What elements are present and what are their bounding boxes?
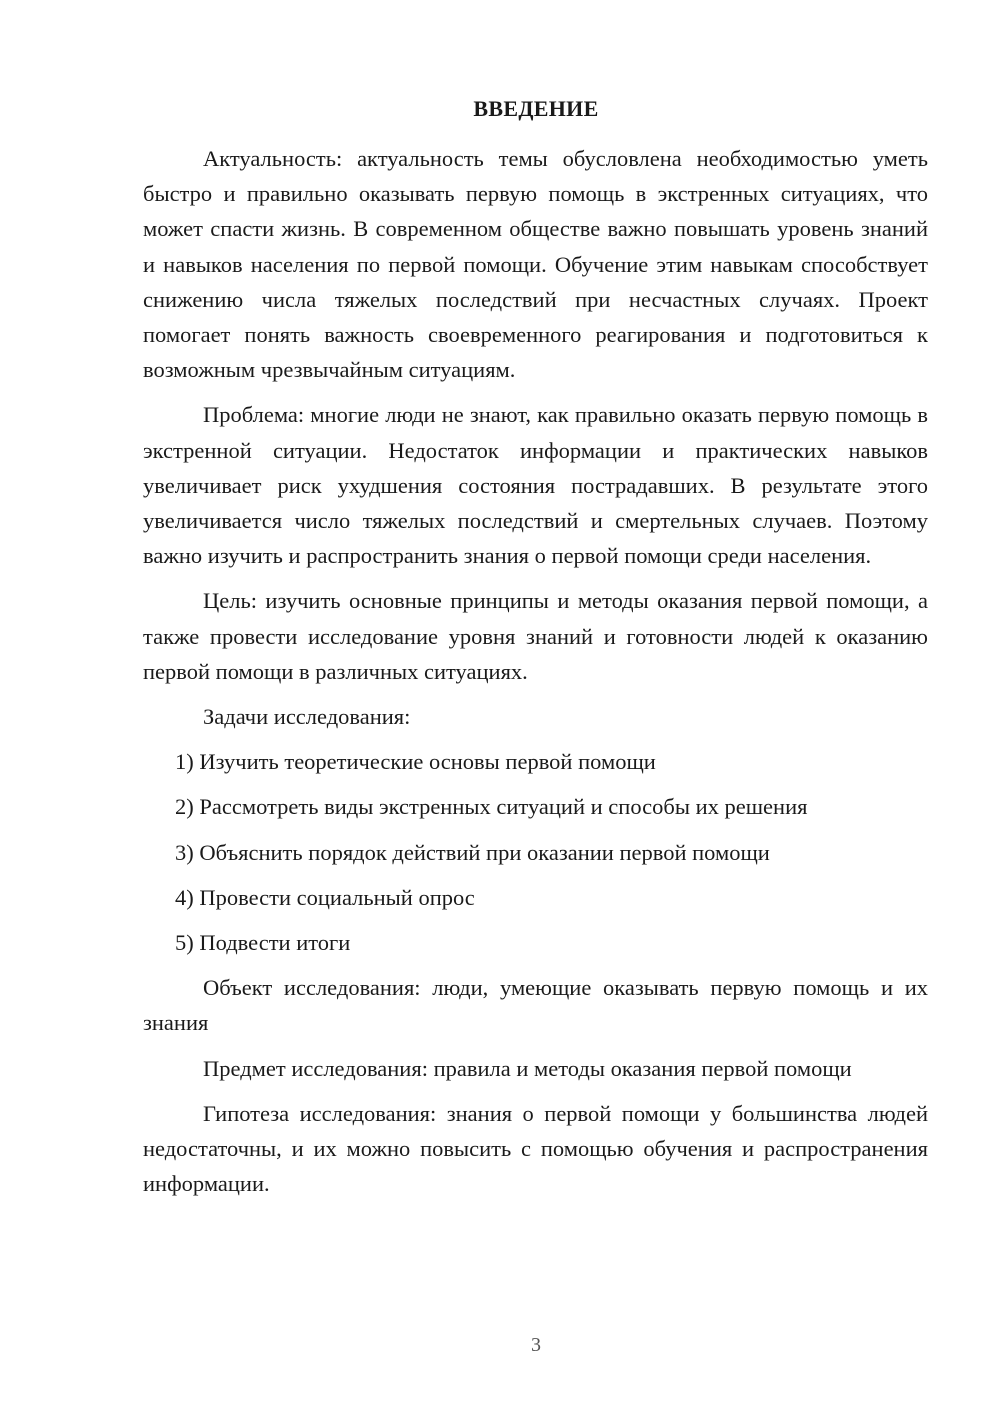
list-item: 1) Изучить теоретические основы первой помощи [175, 749, 656, 775]
list-item: 2) Рассмотреть виды экстренных ситуаций и способы их решения [175, 794, 808, 820]
tasks-list [143, 744, 928, 960]
tasks-intro: Задачи исследования: [203, 704, 411, 730]
hypothesis-paragraph: Гипотеза исследования: знания о первой помощи у большинства людей недостаточны, и их можно повысить с помощью обучения и распространения информации. [143, 1100, 928, 1197]
list-item: 4) Провести социальный опрос [175, 884, 475, 910]
goal-paragraph: Цель: изучить основные принципы и методы оказания первой помощи, а также провести исследование уровня знаний и готовности людей к оказанию первой помощи в различных ситуациях. [143, 588, 928, 684]
list-item: 5) Подвести итоги [175, 930, 351, 956]
relevance-paragraph: Актуальность: актуальность темы обусловлена необходимостью уметь быстро и правильно оказывать первую помощь в экстренных ситуациях, что может спасти жизнь. В современном обществе важно повышать уровень знаний и навыков населения по первой помощи. Обучение этим навыкам способствует снижению числа тяжелых последствий при несчастных случаях. Проект помогает понять важность своевременного реагирования и подготовиться к возможным чрезвычайным ситуациям. [143, 146, 928, 383]
list-item: 3) Объяснить порядок действий при оказании первой помощи [175, 839, 770, 865]
object-paragraph: Объект исследования: люди, умеющие оказывать первую помощь и их знания [143, 975, 928, 1036]
document-body [143, 141, 928, 1201]
page-title: ВВЕДЕНИЕ [473, 96, 599, 121]
subject-paragraph: Предмет исследования: правила и методы оказания первой помощи [203, 1055, 852, 1081]
problem-paragraph: Проблема: многие люди не знают, как правильно оказать первую помощь в экстренной ситуации. Недостаток информации и практических навыков увеличивает риск ухудшения состояния пострадавших. В результате этого увеличивается число тяжелых последствий и смертельных случаев. Поэтому важно изучить и распространить знания о первой помощи среди населения. [143, 402, 928, 569]
page-number: 3 [531, 1334, 541, 1356]
